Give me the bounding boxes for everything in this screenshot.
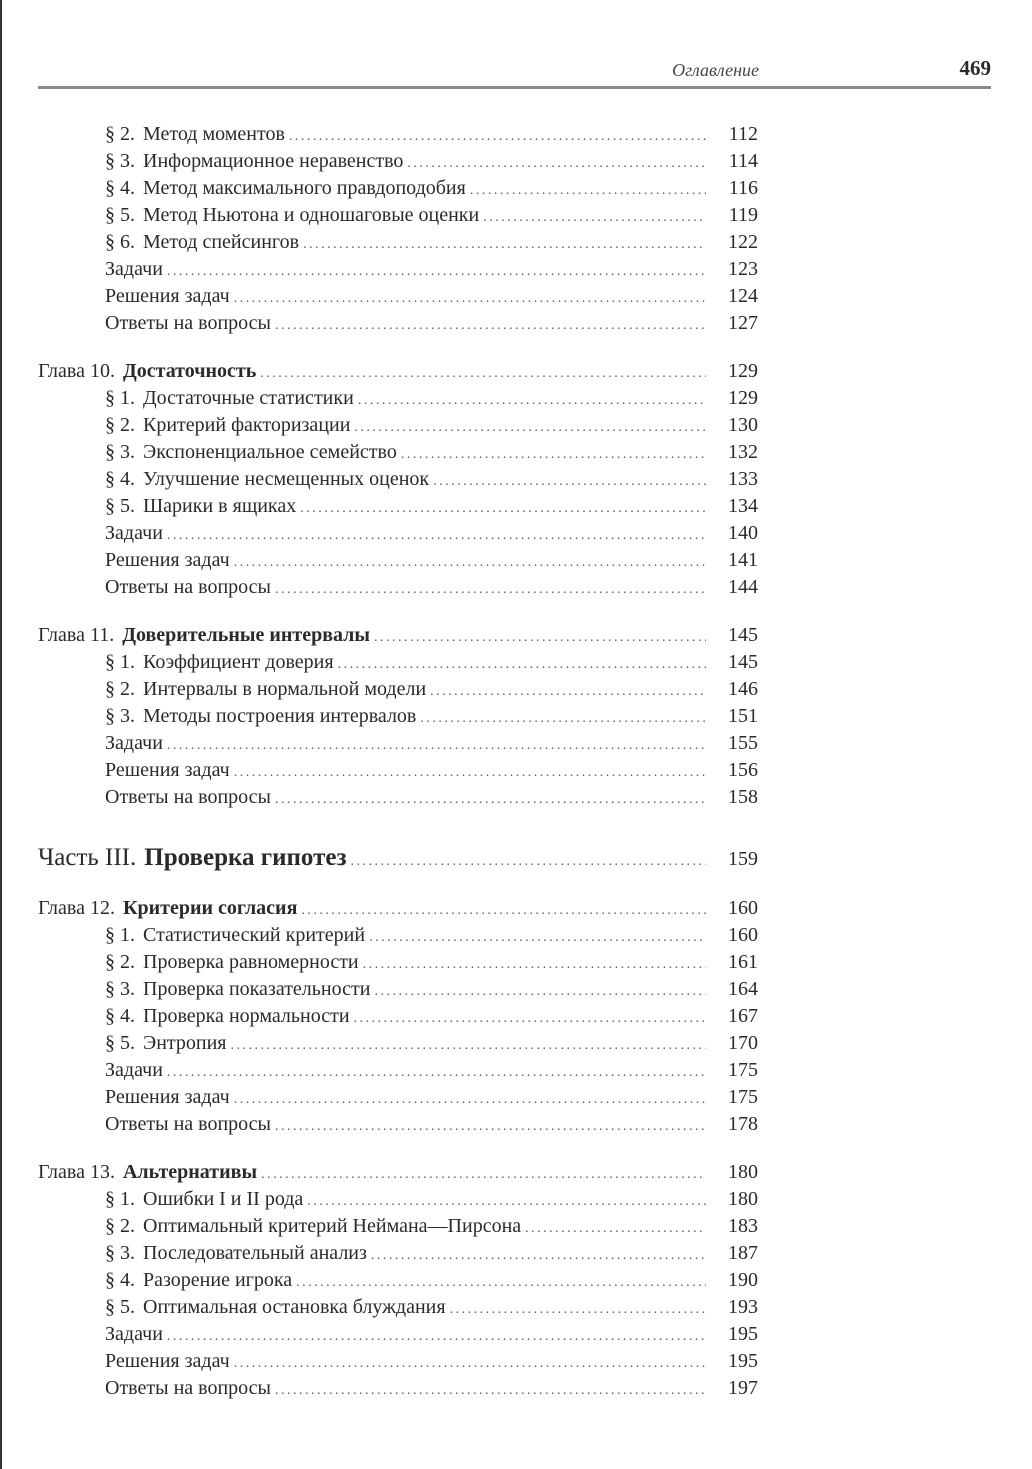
entry-label: § 1. bbox=[105, 924, 135, 946]
entry-page: 170 bbox=[728, 1032, 758, 1054]
entry-label: § 5. bbox=[105, 204, 135, 226]
entry-title: Доверительные интервалы bbox=[122, 624, 371, 646]
dot-leader bbox=[167, 522, 706, 549]
entry-page: 190 bbox=[728, 1269, 758, 1291]
entry-page: 195 bbox=[728, 1350, 758, 1372]
dot-leader bbox=[275, 312, 706, 339]
toc-entry-sub[interactable] bbox=[38, 310, 758, 337]
entry-label: § 4. bbox=[105, 177, 135, 199]
dot-leader bbox=[420, 705, 706, 732]
toc-entry-sub[interactable] bbox=[38, 283, 758, 310]
dot-leader bbox=[234, 549, 706, 576]
entry-label: § 5. bbox=[105, 1296, 135, 1318]
toc-entry-chapter[interactable] bbox=[38, 1159, 758, 1186]
entry-page: 141 bbox=[728, 549, 758, 571]
toc-entry-chapter[interactable] bbox=[38, 895, 758, 922]
entry-page: 140 bbox=[728, 522, 758, 544]
entry-page: 129 bbox=[728, 387, 758, 409]
entry-page: 145 bbox=[728, 651, 758, 673]
entry-title: Экспоненциальное семейство bbox=[143, 441, 397, 463]
dot-leader bbox=[369, 924, 706, 951]
entry-page: 160 bbox=[728, 897, 758, 919]
toc-entry-sub[interactable] bbox=[38, 703, 758, 730]
running-header bbox=[38, 56, 991, 89]
dot-leader bbox=[303, 231, 706, 258]
dot-leader bbox=[470, 177, 706, 204]
dot-leader bbox=[374, 978, 706, 1005]
entry-page: 124 bbox=[728, 285, 758, 307]
entry-title: Шарики в ящиках bbox=[143, 495, 297, 517]
dot-leader bbox=[275, 1113, 706, 1140]
entry-page: 156 bbox=[728, 759, 758, 781]
entry-page: 158 bbox=[728, 786, 758, 808]
toc-entry-sub[interactable] bbox=[38, 175, 758, 202]
toc-entry-sub[interactable] bbox=[38, 493, 758, 520]
entry-label: § 2. bbox=[105, 123, 135, 145]
dot-leader bbox=[234, 1350, 706, 1377]
entry-title: Улучшение несмещенных оценок bbox=[143, 468, 430, 490]
entry-page: 187 bbox=[728, 1242, 758, 1264]
entry-page: 175 bbox=[728, 1086, 758, 1108]
toc-entry-sub[interactable] bbox=[38, 1003, 758, 1030]
toc-entry-part[interactable] bbox=[38, 841, 758, 875]
toc-entry-sub[interactable] bbox=[38, 730, 758, 757]
entry-label: § 3. bbox=[105, 150, 135, 172]
entry-page: 180 bbox=[728, 1161, 758, 1183]
entry-title: Решения задач bbox=[105, 285, 230, 307]
dot-leader bbox=[275, 1377, 706, 1404]
entry-title: Проверка равномерности bbox=[143, 951, 359, 973]
entry-label: § 2. bbox=[105, 1215, 135, 1237]
entry-page: 116 bbox=[728, 177, 758, 199]
entry-title: Альтернативы bbox=[122, 1161, 258, 1183]
entry-label: § 3. bbox=[105, 1242, 135, 1264]
entry-page: 144 bbox=[728, 576, 758, 598]
toc-entry-sub[interactable] bbox=[38, 1321, 758, 1348]
dot-leader bbox=[358, 387, 706, 414]
entry-title: Энтропия bbox=[143, 1032, 227, 1054]
toc-entry-sub[interactable] bbox=[38, 784, 758, 811]
entry-title: Метод моментов bbox=[143, 123, 285, 145]
toc-entry-sub[interactable] bbox=[38, 520, 758, 547]
dot-leader bbox=[354, 414, 706, 441]
dot-leader bbox=[525, 1215, 706, 1242]
entry-title: Ошибки I и II рода bbox=[143, 1188, 304, 1210]
table-of-contents bbox=[38, 121, 758, 1402]
toc-entry-sub[interactable] bbox=[38, 1375, 758, 1402]
entry-title: Задачи bbox=[105, 732, 163, 754]
entry-label: § 3. bbox=[105, 705, 135, 727]
entry-page: 193 bbox=[728, 1296, 758, 1318]
toc-entry-sub[interactable] bbox=[38, 148, 758, 175]
dot-leader bbox=[401, 441, 706, 468]
entry-label: § 1. bbox=[105, 651, 135, 673]
dot-leader bbox=[450, 1296, 706, 1323]
toc-entry-sub[interactable] bbox=[38, 574, 758, 601]
toc-entry-sub[interactable] bbox=[38, 547, 758, 574]
entry-title: Задачи bbox=[105, 1059, 163, 1081]
entry-page: 160 bbox=[728, 924, 758, 946]
entry-page: 197 bbox=[728, 1377, 758, 1399]
entry-title: Решения задач bbox=[105, 1086, 230, 1108]
toc-entry-sub[interactable] bbox=[38, 1267, 758, 1294]
entry-title: Метод спейсингов bbox=[143, 231, 300, 253]
dot-leader bbox=[261, 1161, 706, 1188]
entry-label: Глава 13. bbox=[38, 1161, 115, 1183]
entry-label: § 4. bbox=[105, 468, 135, 490]
dot-leader bbox=[430, 678, 706, 705]
toc-entry-sub[interactable] bbox=[38, 229, 758, 256]
entry-title: Решения задач bbox=[105, 1350, 230, 1372]
entry-title: Коэффициент доверия bbox=[143, 651, 334, 673]
dot-leader bbox=[234, 285, 706, 312]
dot-leader bbox=[483, 204, 706, 231]
dot-leader bbox=[275, 576, 706, 603]
entry-title: Ответы на вопросы bbox=[105, 786, 271, 808]
entry-title: Проверка нормальности bbox=[143, 1005, 350, 1027]
entry-title: Информационное неравенство bbox=[143, 150, 404, 172]
entry-label: § 5. bbox=[105, 1032, 135, 1054]
entry-title: Метод максимального правдоподобия bbox=[143, 177, 466, 199]
dot-leader bbox=[234, 1086, 706, 1113]
dot-leader bbox=[338, 651, 706, 678]
entry-title: Разорение игрока bbox=[143, 1269, 293, 1291]
dot-leader bbox=[300, 495, 706, 522]
entry-label: § 3. bbox=[105, 441, 135, 463]
entry-label: Глава 11. bbox=[38, 624, 115, 646]
entry-title: Ответы на вопросы bbox=[105, 1377, 271, 1399]
dot-leader bbox=[231, 1032, 707, 1059]
entry-page: 195 bbox=[728, 1323, 758, 1345]
toc-entry-chapter[interactable] bbox=[38, 622, 758, 649]
toc-entry-sub[interactable] bbox=[38, 1213, 758, 1240]
entry-title: Ответы на вопросы bbox=[105, 576, 271, 598]
entry-label: Часть III. bbox=[38, 844, 137, 871]
entry-page: 114 bbox=[728, 150, 758, 172]
entry-title: Оптимальная остановка блуждания bbox=[143, 1296, 446, 1318]
toc-entry-chapter[interactable] bbox=[38, 358, 758, 385]
entry-title: Задачи bbox=[105, 522, 163, 544]
dot-leader bbox=[167, 1059, 706, 1086]
toc-entry-sub[interactable] bbox=[38, 466, 758, 493]
dot-leader bbox=[354, 1005, 706, 1032]
entry-page: 151 bbox=[728, 705, 758, 727]
entry-page: 175 bbox=[728, 1059, 758, 1081]
dot-leader bbox=[433, 468, 706, 495]
dot-leader bbox=[167, 258, 706, 285]
page-number: 469 bbox=[959, 56, 991, 80]
entry-page: 167 bbox=[728, 1005, 758, 1027]
toc-entry-sub[interactable] bbox=[38, 1294, 758, 1321]
entry-page: 159 bbox=[728, 848, 758, 870]
dot-leader bbox=[289, 123, 706, 150]
entry-title: Достаточные статистики bbox=[143, 387, 354, 409]
dot-leader bbox=[363, 951, 706, 978]
entry-page: 161 bbox=[728, 951, 758, 973]
dot-leader bbox=[275, 786, 706, 813]
entry-page: 123 bbox=[728, 258, 758, 280]
entry-title: Критерии согласия bbox=[122, 897, 298, 919]
entry-title: Решения задач bbox=[105, 549, 230, 571]
entry-label: § 1. bbox=[105, 387, 135, 409]
entry-page: 112 bbox=[728, 123, 758, 145]
entry-title: Критерий факторизации bbox=[143, 414, 351, 436]
toc-entry-sub[interactable] bbox=[38, 202, 758, 229]
entry-title: Ответы на вопросы bbox=[105, 312, 271, 334]
entry-page: 180 bbox=[728, 1188, 758, 1210]
entry-title: Достаточность bbox=[122, 360, 257, 382]
toc-entry-sub[interactable] bbox=[38, 1240, 758, 1267]
entry-label: § 4. bbox=[105, 1269, 135, 1291]
entry-page: 183 bbox=[728, 1215, 758, 1237]
entry-page: 155 bbox=[728, 732, 758, 754]
entry-page: 133 bbox=[728, 468, 758, 490]
dot-leader bbox=[307, 1188, 706, 1215]
toc-entry-sub[interactable] bbox=[38, 1057, 758, 1084]
entry-title: Статистический критерий bbox=[143, 924, 366, 946]
entry-title: Решения задач bbox=[105, 759, 230, 781]
toc-entry-sub[interactable] bbox=[38, 949, 758, 976]
entry-title: Последовательный анализ bbox=[143, 1242, 367, 1264]
entry-title: Метод Ньютона и одношаговые оценки bbox=[143, 204, 480, 226]
entry-page: 127 bbox=[728, 312, 758, 334]
entry-title: Проверка гипотез bbox=[144, 844, 347, 871]
entry-page: 164 bbox=[728, 978, 758, 1000]
entry-label: § 2. bbox=[105, 951, 135, 973]
dot-leader bbox=[167, 1323, 706, 1350]
dot-leader bbox=[371, 1242, 706, 1269]
toc-entry-sub[interactable] bbox=[38, 976, 758, 1003]
dot-leader bbox=[260, 360, 706, 387]
dot-leader bbox=[167, 732, 706, 759]
entry-title: Ответы на вопросы bbox=[105, 1113, 271, 1135]
entry-label: § 6. bbox=[105, 231, 135, 253]
entry-page: 134 bbox=[728, 495, 758, 517]
toc-entry-sub[interactable] bbox=[38, 439, 758, 466]
toc-entry-sub[interactable] bbox=[38, 1111, 758, 1138]
entry-title: Задачи bbox=[105, 1323, 163, 1345]
dot-leader bbox=[351, 845, 706, 879]
entry-page: 178 bbox=[728, 1113, 758, 1135]
toc-entry-sub[interactable] bbox=[38, 121, 758, 148]
entry-label: Глава 12. bbox=[38, 897, 115, 919]
toc-entry-sub[interactable] bbox=[38, 922, 758, 949]
entry-title: Задачи bbox=[105, 258, 163, 280]
entry-label: § 2. bbox=[105, 414, 135, 436]
entry-title: Проверка показательности bbox=[143, 978, 371, 1000]
entry-label: § 2. bbox=[105, 678, 135, 700]
entry-page: 129 bbox=[728, 360, 758, 382]
toc-entry-sub[interactable] bbox=[38, 676, 758, 703]
toc-entry-sub[interactable] bbox=[38, 1348, 758, 1375]
toc-entry-sub[interactable] bbox=[38, 256, 758, 283]
page-edge bbox=[0, 0, 2, 1469]
dot-leader bbox=[234, 759, 706, 786]
entry-label: § 4. bbox=[105, 1005, 135, 1027]
entry-page: 122 bbox=[728, 231, 758, 253]
entry-label: § 5. bbox=[105, 495, 135, 517]
dot-leader bbox=[407, 150, 706, 177]
running-title: Оглавление bbox=[672, 60, 759, 80]
entry-label: Глава 10. bbox=[38, 360, 115, 382]
entry-page: 146 bbox=[728, 678, 758, 700]
entry-page: 119 bbox=[728, 204, 758, 226]
entry-page: 130 bbox=[728, 414, 758, 436]
entry-label: § 3. bbox=[105, 978, 135, 1000]
toc-entry-sub[interactable] bbox=[38, 757, 758, 784]
toc-entry-sub[interactable] bbox=[38, 1030, 758, 1057]
dot-leader bbox=[374, 624, 706, 651]
toc-entry-sub[interactable] bbox=[38, 649, 758, 676]
entry-label: § 1. bbox=[105, 1188, 135, 1210]
entry-title: Интервалы в нормальной модели bbox=[143, 678, 427, 700]
dot-leader bbox=[296, 1269, 706, 1296]
entry-page: 132 bbox=[728, 441, 758, 463]
toc-entry-sub[interactable] bbox=[38, 1186, 758, 1213]
entry-title: Методы построения интервалов bbox=[143, 705, 417, 727]
toc-entry-sub[interactable] bbox=[38, 385, 758, 412]
dot-leader bbox=[301, 897, 706, 924]
toc-entry-sub[interactable] bbox=[38, 412, 758, 439]
entry-title: Оптимальный критерий Неймана—Пирсона bbox=[143, 1215, 522, 1237]
toc-entry-sub[interactable] bbox=[38, 1084, 758, 1111]
entry-page: 145 bbox=[728, 624, 758, 646]
